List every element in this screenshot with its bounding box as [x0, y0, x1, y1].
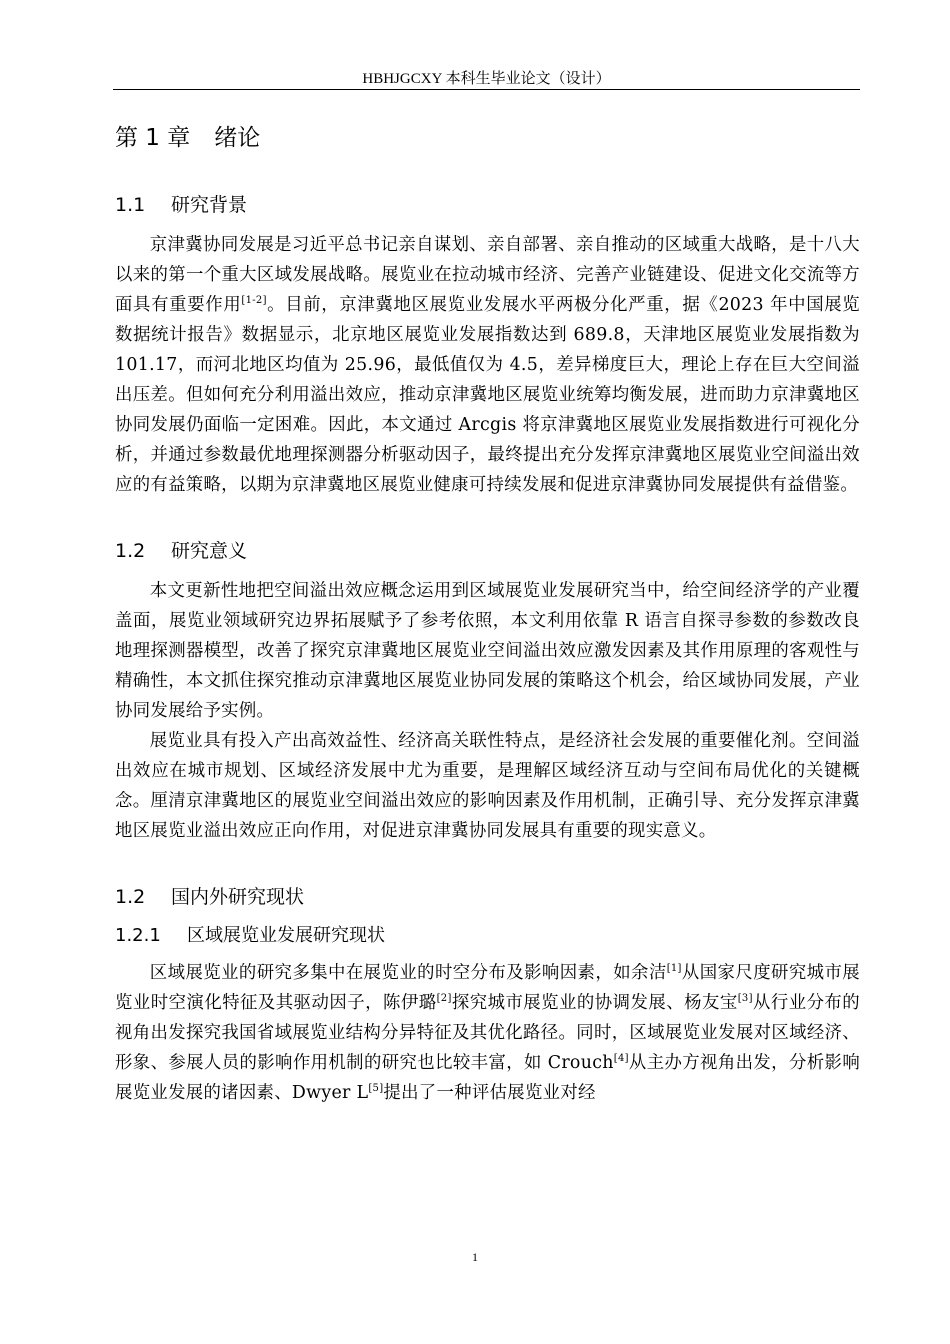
section-title: 国内外研究现状 [171, 886, 305, 908]
section-number: 1.2 [115, 540, 146, 562]
paragraph-regional-status [115, 958, 860, 1108]
subsection-heading-1-2-1 [115, 922, 860, 950]
citation: [1] [666, 963, 682, 974]
text-run: 从行业分布的视角出发探究我国省域展览业结构分异特征及其优化路径。同时，区域展览业发展对区域经济、形象、参展人员的影响作用机制的研究也比较丰富，如 Crouch [115, 993, 860, 1073]
section-heading-1-1 [115, 190, 860, 220]
citation: [3] [737, 993, 753, 1004]
text-run: 提出了一种评估展览业对经 [383, 1083, 596, 1103]
page-content [115, 120, 860, 1108]
text-run: 从主办方视角出发，分析影响展览业发展的诸因素、Dwyer L [115, 1053, 861, 1103]
chapter-heading [115, 120, 860, 156]
text-run: 区域展览业的研究多集中在展览业的时空分布及影响因素，如余洁 [149, 963, 667, 983]
section-number: 1.1 [115, 194, 146, 216]
section-title: 研究背景 [171, 194, 248, 216]
paragraph-background [115, 230, 860, 500]
subsection-number: 1.2.1 [115, 925, 161, 946]
section-heading-1-2 [115, 536, 860, 566]
section-number: 1.2 [115, 886, 146, 908]
citation: [5] [368, 1083, 384, 1094]
text-run: 。目前，京津冀地区展览业发展水平两极分化严重，据《2023 年中国展览数据统计报告》数据显示，北京地区展览业发展指数达到 689.8，天津地区展览业发展指数为 101.17，而河北地区均值为 25.96，最低值仅为 4.5，差异梯度巨大，理论上存在巨大空间溢出压差。但如何充分利用溢出效应，推动京津冀地区展览业统筹均衡发展，进而助力京津冀地区协同发展仍面临一定困难。因此，本文通过 Arcgis 将京津冀地区展览业发展指数进行可视化分析，并通过参数最优地理探测器分析驱动因子，最终提出充分发挥京津冀地区展览业空间溢出效应的有益策略，以期为京津冀地区展览业健康可持续发展和促进京津冀协同发展提供有益借鉴。 [115, 295, 860, 495]
text-run: 京津冀协同发展是习近平总书记亲自谋划、亲自部署、亲自推动的区域重大战略，是十八大以来的第一个重大区域发展战略。展览业在拉动城市经济、完善产业链建设、促进文化交流等方面具有重要作用 [115, 235, 860, 315]
section-heading-research-status [115, 882, 860, 912]
citation: [2] [436, 993, 452, 1004]
section-title: 研究意义 [171, 540, 248, 562]
chapter-title: 绪论 [214, 125, 261, 151]
header-rule [113, 89, 860, 90]
citation: [4] [613, 1053, 629, 1064]
running-header: HBHJGCXY 本科生毕业论文（设计） [362, 71, 611, 87]
text-run: 从国家尺度研究城市展览业时空演化特征及其驱动因子，陈伊璐 [115, 963, 860, 1013]
paragraph-significance-2: 展览业具有投入产出高效益性、经济高关联性特点，是经济社会发展的重要催化剂。空间溢出效应在城市规划、区域经济发展中尤为重要，是理解区域经济互动与空间布局优化的关键概念。厘清京津冀地区的展览业空间溢出效应的影响因素及作用机制，正确引导、充分发挥京津冀地区展览业溢出效应正向作用，对促进京津冀协同发展具有重要的现实意义。 [115, 731, 860, 841]
citation: [1-2] [241, 295, 267, 306]
paragraph-significance-1: 本文更新性地把空间溢出效应概念运用到区域展览业发展研究当中，给空间经济学的产业覆盖面，展览业领域研究边界拓展赋予了参考依照，本文利用依靠 R 语言自探寻参数的参数改良地理探测器模型，改善了探究京津冀地区展览业空间溢出效应激发因素及其作用原理的客观性与精确性，本文抓住探究推动京津冀地区展览业协同发展的策略这个机会，给区域协同发展，产业协同发展给予实例。 [115, 581, 860, 721]
page-number: 1 [472, 1250, 478, 1264]
text-run: 探究城市展览业的协调发展、杨友宝 [451, 993, 738, 1013]
chapter-number: 第 1 章 [115, 125, 191, 151]
subsection-title: 区域展览业发展研究现状 [187, 925, 385, 946]
